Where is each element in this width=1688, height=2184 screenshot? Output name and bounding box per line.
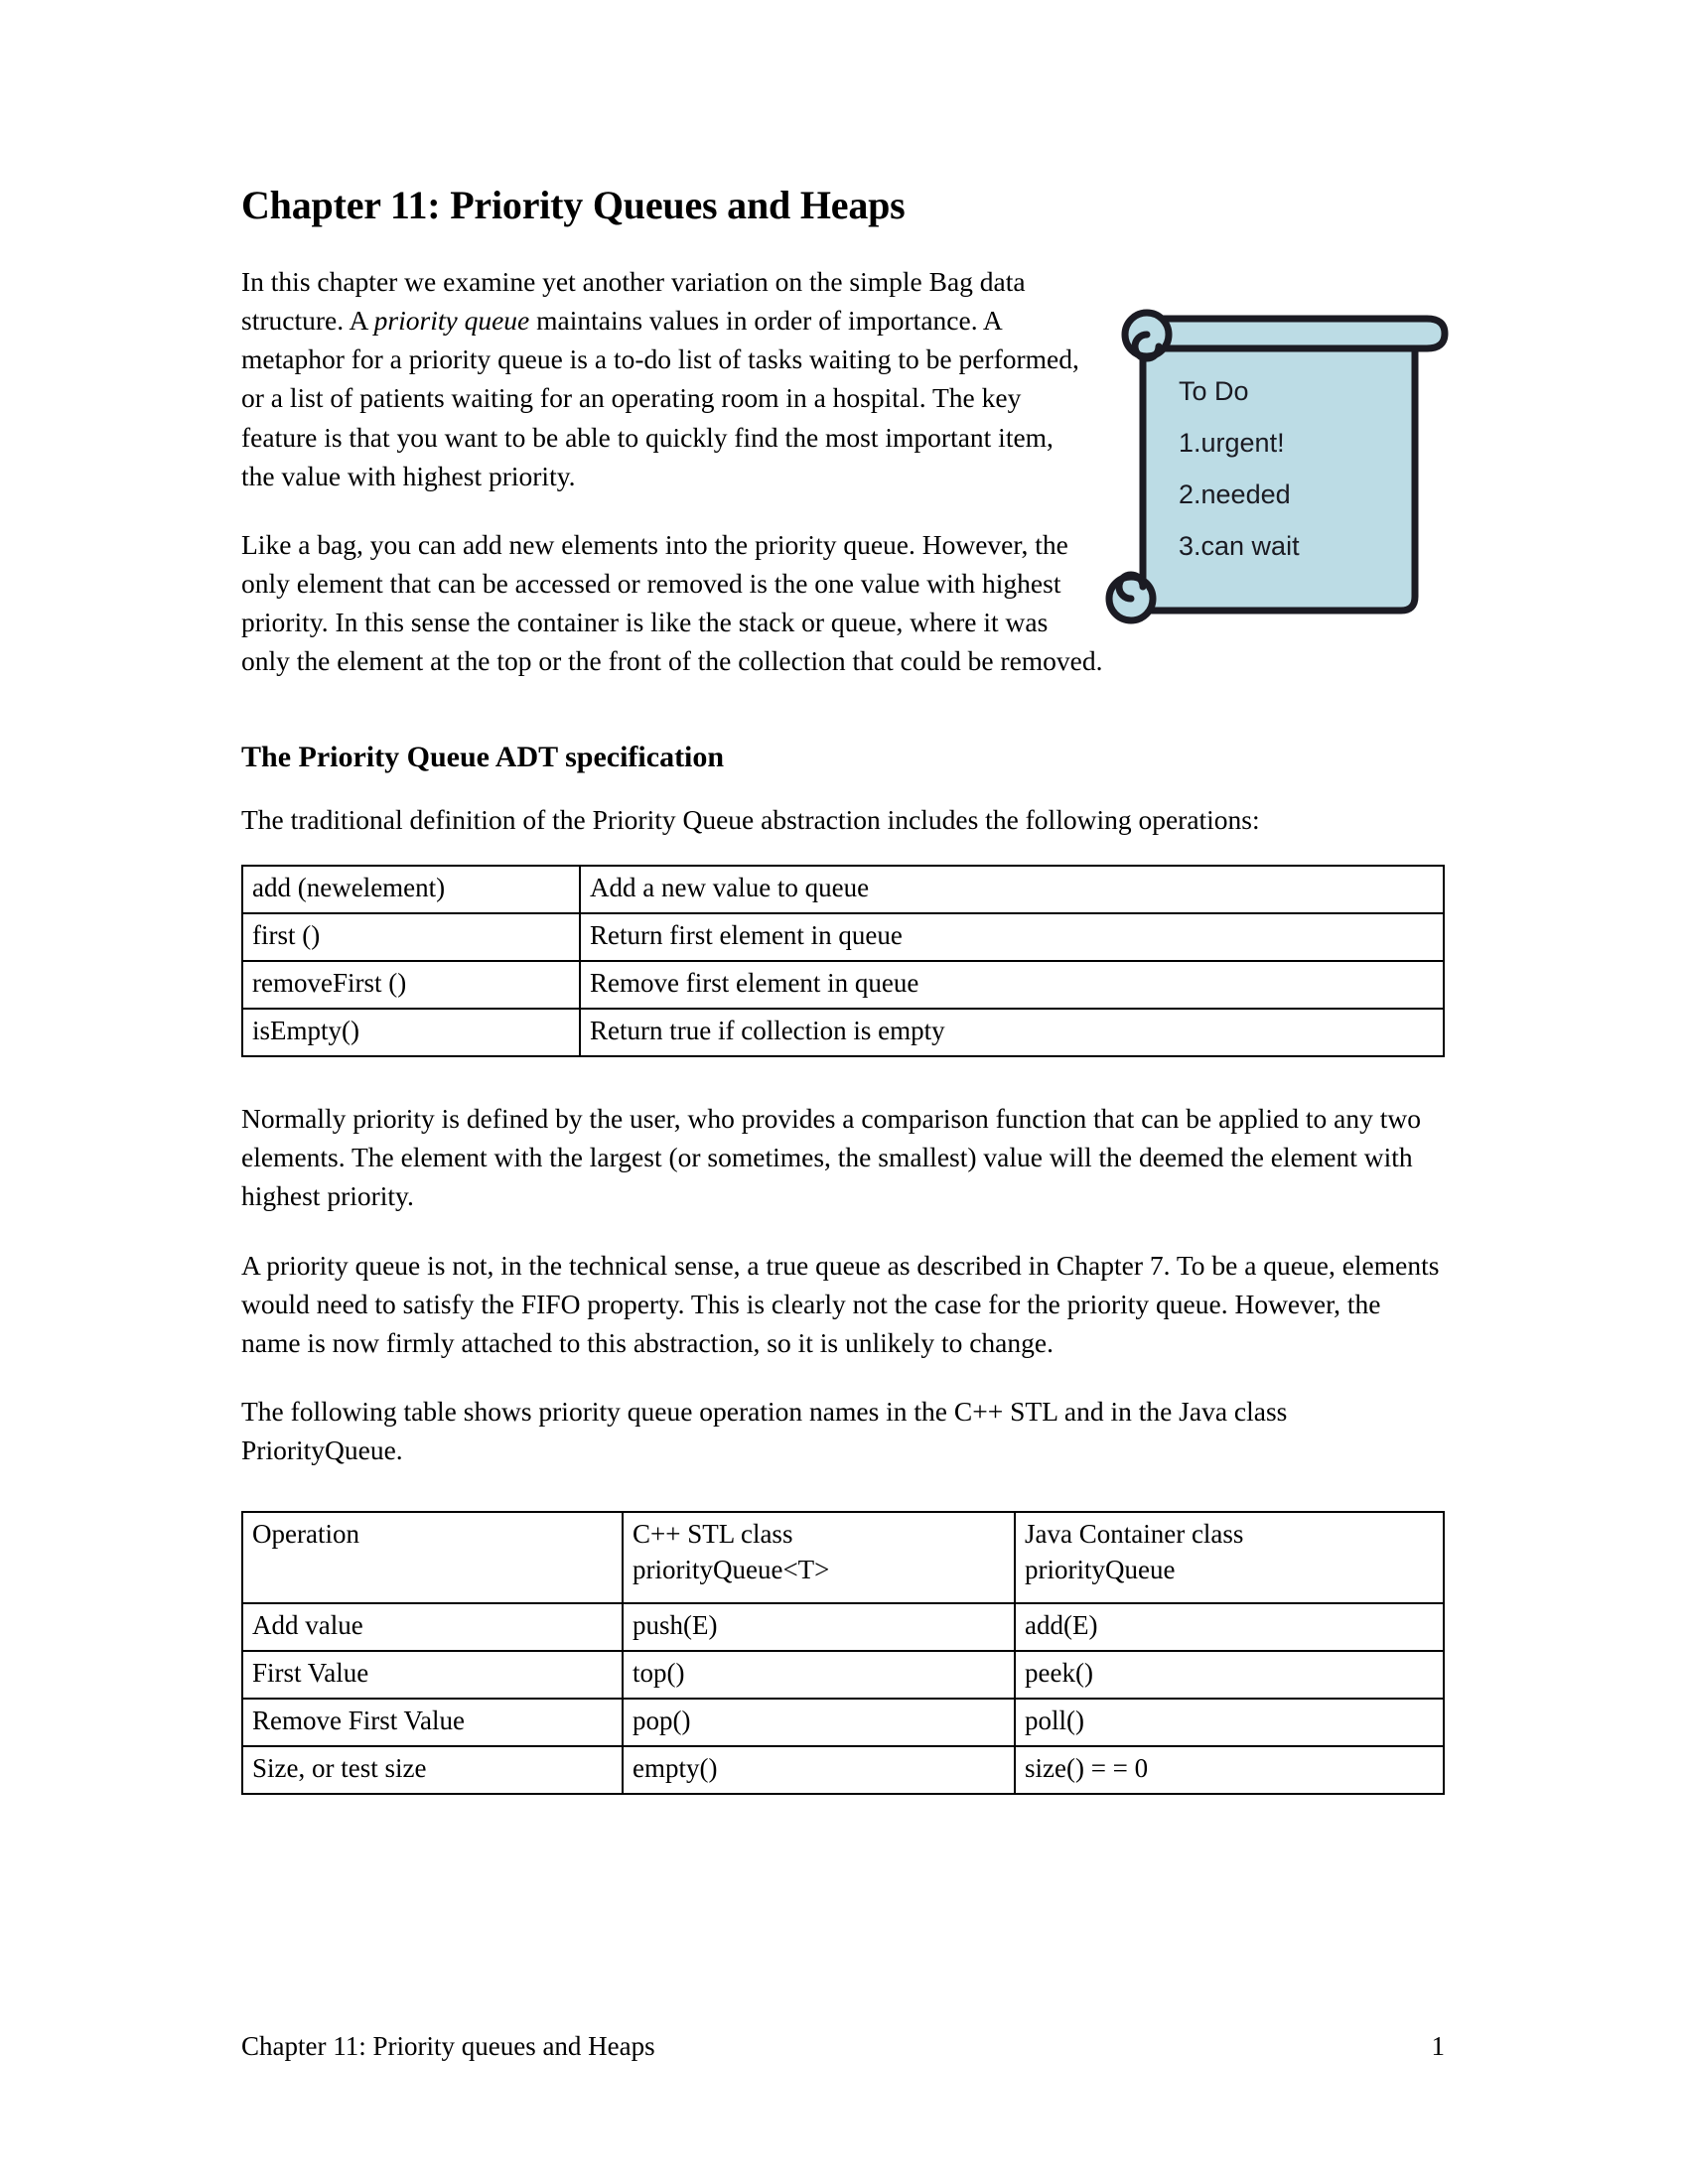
spacer xyxy=(241,1499,1445,1511)
lang-cpp-cell: push(E) xyxy=(623,1603,1015,1651)
adt-description-cell: Return first element in queue xyxy=(580,913,1444,961)
todo-list xyxy=(1179,375,1300,561)
lang-java-cell: poll() xyxy=(1015,1699,1444,1746)
document-content xyxy=(241,184,1445,1825)
table-row xyxy=(242,961,1444,1009)
adt-description-cell: Return true if collection is empty xyxy=(580,1009,1444,1056)
adt-operation-cell: add (newelement) xyxy=(242,866,580,913)
intro-block xyxy=(241,262,1445,711)
lang-cpp-cell: pop() xyxy=(623,1699,1015,1746)
adt-operation-cell: first () xyxy=(242,913,580,961)
todo-scroll-figure xyxy=(1117,307,1445,624)
paragraph-not-true-queue: A priority queue is not, in the technical sense, a true queue as described in Chapter 7. To be a queue, elements would need to satisfy the FIFO property. This is clearly not the case for the priority queue. However, the name is now firmly attached to this abstraction, so it is unlikely to change. xyxy=(241,1249,1440,1358)
footer-chapter-label: Chapter 11: Priority queues and Heaps xyxy=(241,2031,655,2061)
paragraph-normally-priority: Normally priority is defined by the user, who provides a comparison function that can be applied to any two elements. The element with the largest (or sometimes, the smallest) value will the deemed the element with highest priority. xyxy=(241,1102,1421,1212)
paragraph-intro-a: In this chapter we examine yet another variation on the simple Bag data structure. A xyxy=(241,265,1026,336)
adt-operations-table xyxy=(241,865,1445,1057)
todo-item-3: 3.can wait xyxy=(1179,530,1300,561)
lang-header-java-line2: priorityQueue xyxy=(1025,1555,1176,1585)
todo-item-1: 1.urgent! xyxy=(1179,427,1285,458)
table-row xyxy=(242,1651,1444,1699)
lang-java-cell: size() = = 0 xyxy=(1015,1746,1444,1794)
table-row xyxy=(242,1603,1444,1651)
lang-operation-cell: First Value xyxy=(242,1651,623,1699)
spacer xyxy=(241,1087,1445,1099)
lang-header-cpp-line1: C++ STL class xyxy=(633,1519,793,1550)
lang-java-cell: peek() xyxy=(1015,1651,1444,1699)
todo-heading: To Do xyxy=(1179,375,1249,406)
lang-header-cpp-line2: priorityQueue<T> xyxy=(633,1555,830,1585)
section-heading-adt: The Priority Queue ADT specification xyxy=(241,740,725,773)
lang-header-java-line1: Java Container class xyxy=(1025,1519,1244,1550)
adt-operation-cell: removeFirst () xyxy=(242,961,580,1009)
lang-header-cpp xyxy=(623,1512,1015,1603)
lang-operation-cell: Size, or test size xyxy=(242,1746,623,1794)
lang-java-cell: add(E) xyxy=(1015,1603,1444,1651)
page-title: Chapter 11: Priority Queues and Heaps xyxy=(241,183,906,227)
lang-header-java xyxy=(1015,1512,1444,1603)
page-footer xyxy=(241,2031,1445,2062)
lang-header-operation: Operation xyxy=(242,1512,623,1603)
paragraph-following-table: The following table shows priority queue operation names in the C++ STL and in the Java class PriorityQueue. xyxy=(241,1396,1288,1466)
table-row xyxy=(242,1699,1444,1746)
table-row xyxy=(242,1009,1444,1056)
adt-operation-cell: isEmpty() xyxy=(242,1009,580,1056)
lang-operation-cell: Add value xyxy=(242,1603,623,1651)
paragraph-traditional-definition: The traditional definition of the Priority Queue abstraction includes the following operations: xyxy=(241,804,1260,836)
table-row xyxy=(242,913,1444,961)
table-header-row xyxy=(242,1512,1444,1603)
lang-cpp-cell: empty() xyxy=(623,1746,1015,1794)
lang-operation-cell: Remove First Value xyxy=(242,1699,623,1746)
adt-description-cell: Remove first element in queue xyxy=(580,961,1444,1009)
paragraph-like-a-bag: Like a bag, you can add new elements into the priority queue. However, the only element that can be accessed or removed is the one value with highest priority. In this sense the container is like the stack or queue, where it was only the element at the top or the front of the collection that could be removed. xyxy=(241,528,1103,677)
language-comparison-table xyxy=(241,1511,1445,1795)
paragraph-intro-b: maintains values in order of importance. A metaphor for a priority queue is a to-do list of tasks waiting to be performed, or a list of patients waiting for an operating room in a hospital. The key feature is that you want to be able to quickly find the most important item, the value with highest priority. xyxy=(241,304,1079,491)
lang-cpp-cell: top() xyxy=(623,1651,1015,1699)
table-row xyxy=(242,1746,1444,1794)
todo-item-2: 2.needed xyxy=(1179,478,1291,509)
table-row xyxy=(242,866,1444,913)
priority-queue-emphasis: priority queue xyxy=(373,304,530,336)
adt-description-cell: Add a new value to queue xyxy=(580,866,1444,913)
footer-page-number: 1 xyxy=(1431,2031,1445,2061)
